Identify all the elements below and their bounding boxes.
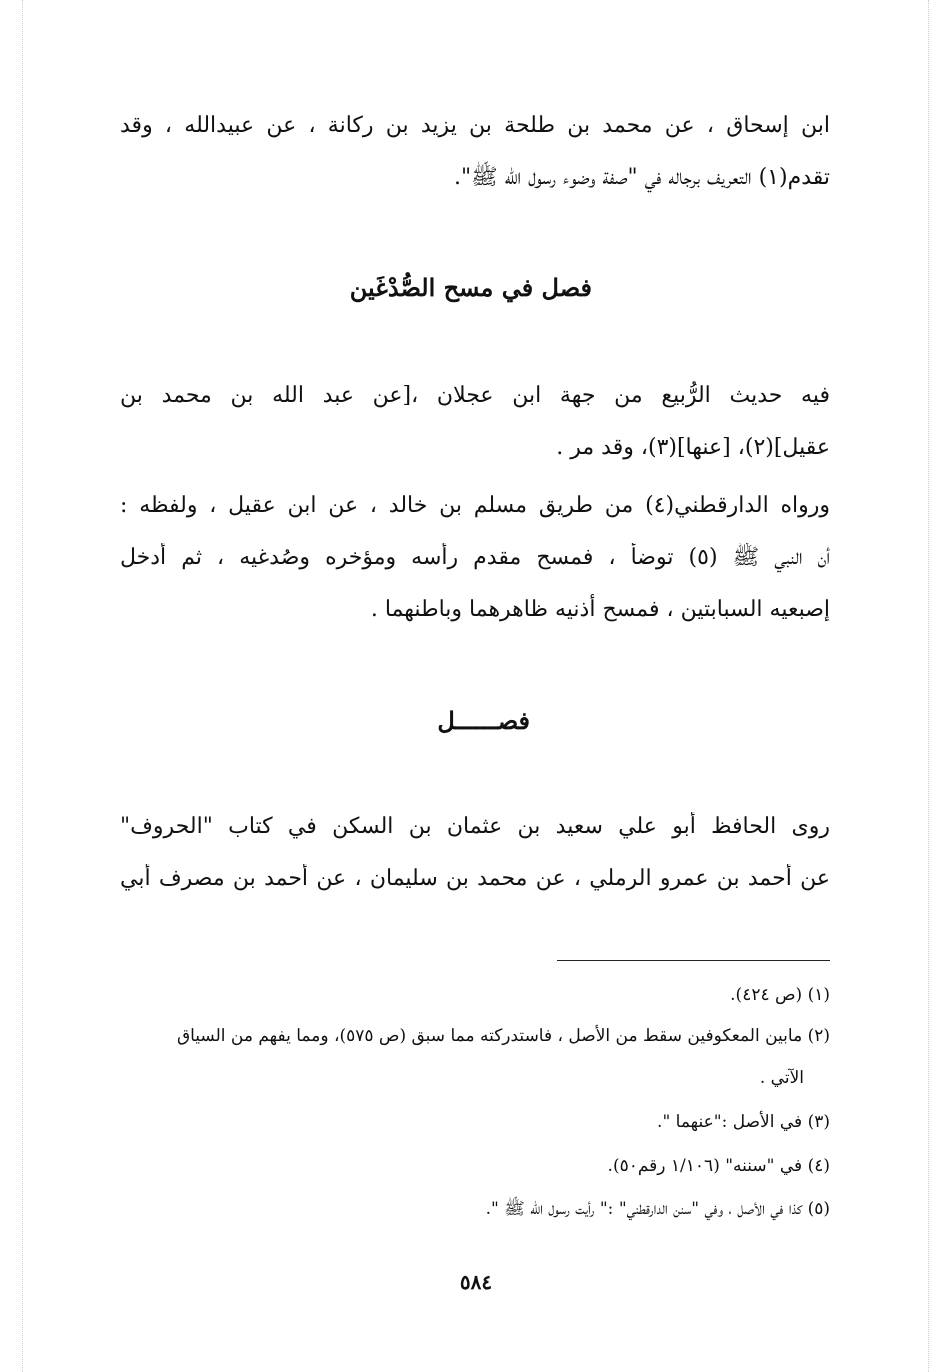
footnote-2: (٢) مابين المعكوفين سقط من الأصل ، فاستدركته مما سبق (ص ٥٧٥)، ومما يفهم من السياق [176, 1026, 830, 1046]
footnote-4: (٤) في "سننه" (١/١٠٦ رقم٥٠). [607, 1156, 830, 1176]
paragraph-3-line-2: أن النبي ﷺ (٥) توضأ ، فمسح مقدم رأسه ومؤخره وصُدغيه ، ثم أدخل [120, 545, 830, 570]
scan-guide-right [928, 0, 929, 1372]
footnote-5: (٥) كذا في الأصل ، وفي "سنن الدارقطني" :" رأيت رسول الله ﷺ ". [485, 1199, 830, 1219]
paragraph-1-line-2: تقدم(١) التعريف برجاله في "صفة وضوء رسول الله ﷺ". [453, 165, 830, 190]
paragraph-2-line-2: عقيل](٢)، [عنها](٣)، وقد مر . [556, 435, 830, 460]
footnote-1: (١) (ص ٤٢٤). [730, 985, 830, 1005]
paragraph-3-line-3: إصبعيه السبابتين ، فمسح أذنيه ظاهرهما وباطنهما . [370, 597, 830, 622]
page-number: ٥٨٤ [459, 1270, 493, 1294]
paragraph-4-line-1: روى الحافظ أبو علي سعيد بن عثمان بن السكن في كتاب "الحروف" [120, 814, 830, 839]
scan-guide-left [22, 0, 23, 1372]
section-heading-fasl: فصــــــل [437, 706, 530, 735]
paragraph-3-line-1: ورواه الدارقطني(٤) من طريق مسلم بن خالد ، عن ابن عقيل ، ولفظه : [120, 493, 830, 518]
footnote-2-continuation: الآتي . [759, 1068, 804, 1088]
paragraph-4-line-2: عن أحمد بن عمرو الرملي ، عن محمد بن سليمان ، عن أحمد بن مصرف أبي [120, 866, 830, 891]
paragraph-1-line-1: ابن إسحاق ، عن محمد بن طلحة بن يزيد بن ركانة ، عن عبيدالله ، وقد [120, 113, 830, 138]
footnote-3: (٣) في الأصل :"عنهما ". [657, 1112, 830, 1132]
footnote-separator [557, 960, 830, 961]
paragraph-2-line-1: فيه حديث الرُّبيع من جهة ابن عجلان ،[عن عبد الله بن محمد بن [120, 383, 830, 408]
section-heading-temples: فصل في مسح الصُّدْغَين [349, 273, 592, 302]
